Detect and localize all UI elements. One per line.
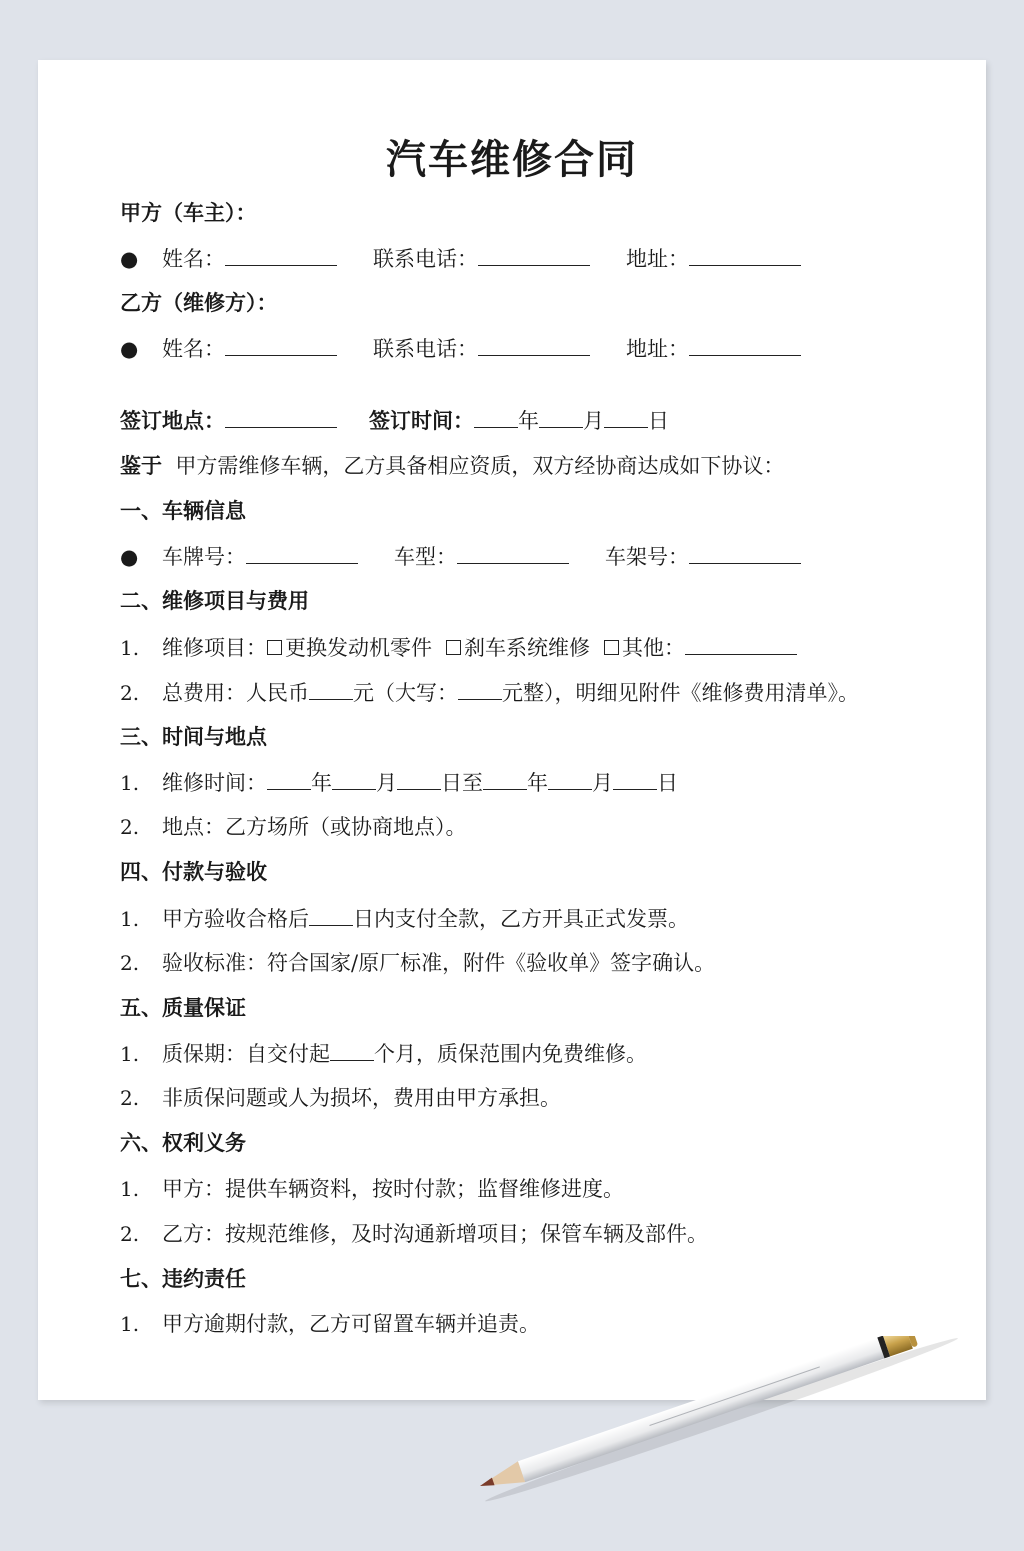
section-7-heading: 七、违约责任 — [120, 1267, 246, 1291]
signing-time-label: 签订时间： — [369, 409, 474, 433]
signing-year-label: 年 — [518, 409, 539, 433]
section-5-heading: 五、质量保证 — [120, 996, 246, 1020]
start-month-blank[interactable] — [332, 767, 376, 790]
party-b-name-label: 姓名： — [162, 337, 225, 361]
section-6-heading: 六、权利义务 — [120, 1131, 246, 1155]
year-label: 年 — [527, 771, 548, 795]
year-label: 年 — [311, 771, 332, 795]
end-year-blank[interactable] — [483, 767, 527, 790]
cost-amount-blank[interactable] — [309, 677, 353, 700]
payment-text-start: 甲方验收合格后 — [162, 907, 309, 931]
party-b-address-label: 地址： — [626, 337, 689, 361]
section-4-heading: 四、付款与验收 — [120, 860, 267, 884]
total-cost-row — [120, 677, 859, 708]
plate-blank[interactable] — [246, 541, 358, 564]
repair-items-row — [120, 632, 797, 663]
item-number: 1. — [120, 636, 140, 660]
payment-text-end: 日内支付全款，乙方开具正式发票。 — [353, 907, 689, 931]
party-a-duty-row — [120, 1174, 624, 1204]
document-title: 汽车维修合同 — [386, 137, 638, 183]
party-a-heading: 甲方（车主）： — [120, 201, 257, 225]
other-checkbox[interactable] — [604, 640, 619, 655]
vin-blank[interactable] — [689, 541, 801, 564]
cost-capital-blank[interactable] — [458, 677, 502, 700]
signing-day-label: 日 — [648, 409, 669, 433]
pencil-icon — [460, 1336, 960, 1506]
warranty-row — [120, 1038, 647, 1069]
repair-time-row — [120, 767, 678, 798]
day-to-label: 日至 — [441, 771, 483, 795]
other-label: 其他： — [622, 636, 685, 660]
breach-text: 甲方逾期付款，乙方可留置车辆并追责。 — [162, 1312, 540, 1336]
repair-items-label: 维修项目： — [162, 636, 267, 660]
party-b-phone-label: 联系电话： — [373, 337, 478, 361]
signing-day-blank[interactable] — [604, 405, 648, 428]
section-2-heading: 二、维修项目与费用 — [120, 589, 309, 613]
signing-year-blank[interactable] — [474, 405, 518, 428]
non-warranty-row — [120, 1083, 561, 1113]
non-warranty-text: 非质保问题或人为损坏，费用由甲方承担。 — [162, 1086, 561, 1110]
total-cost-label: 总费用：人民币 — [162, 681, 309, 705]
month-label: 月 — [376, 771, 397, 795]
acceptance-row — [120, 948, 715, 978]
party-b-phone-blank[interactable] — [478, 333, 590, 356]
engine-parts-checkbox[interactable] — [267, 640, 282, 655]
section-3-heading: 三、时间与地点 — [120, 725, 267, 749]
signing-month-blank[interactable] — [539, 405, 583, 428]
acceptance-text: 验收标准：符合国家/原厂标准，附件《验收单》签字确认。 — [162, 951, 716, 975]
party-b-heading: 乙方（维修方）： — [120, 291, 278, 315]
item-number: 2. — [120, 1086, 140, 1110]
party-a-duty-text: 甲方：提供车辆资料，按时付款；监督维修进度。 — [162, 1177, 624, 1201]
party-b-address-blank[interactable] — [689, 333, 801, 356]
item-number: 2. — [120, 951, 140, 975]
warranty-text-end: 个月，质保范围内免费维修。 — [374, 1042, 647, 1066]
end-day-blank[interactable] — [613, 767, 657, 790]
party-a-address-label: 地址： — [626, 247, 689, 271]
item-number: 1. — [120, 907, 140, 931]
preamble-bold: 鉴于 — [120, 454, 162, 478]
end-month-blank[interactable] — [548, 767, 592, 790]
engine-parts-label: 更换发动机零件 — [285, 636, 432, 660]
brake-system-checkbox[interactable] — [446, 640, 461, 655]
bullet-icon: ● — [120, 247, 139, 271]
party-a-address-blank[interactable] — [689, 243, 801, 266]
location-row — [120, 812, 467, 842]
signing-place-blank[interactable] — [225, 405, 337, 428]
warranty-text-start: 质保期：自交付起 — [162, 1042, 330, 1066]
party-a-name-blank[interactable] — [225, 243, 337, 266]
party-a-phone-label: 联系电话： — [373, 247, 478, 271]
signing-row — [120, 405, 669, 436]
item-number: 2. — [120, 815, 140, 839]
bullet-icon: ● — [120, 337, 139, 361]
day-label: 日 — [657, 771, 678, 795]
party-b-fields — [120, 333, 801, 364]
item-number: 1. — [120, 1177, 140, 1201]
item-number: 1. — [120, 1042, 140, 1066]
warranty-months-blank[interactable] — [330, 1038, 374, 1061]
bullet-icon: ● — [120, 545, 139, 569]
start-year-blank[interactable] — [267, 767, 311, 790]
party-a-name-label: 姓名： — [162, 247, 225, 271]
brake-system-label: 刹车系统维修 — [464, 636, 590, 660]
model-blank[interactable] — [457, 541, 569, 564]
party-a-fields — [120, 243, 801, 274]
party-b-duty-row — [120, 1219, 708, 1249]
item-number: 1. — [120, 1312, 140, 1336]
breach-row — [120, 1309, 540, 1339]
model-label: 车型： — [394, 545, 457, 569]
party-b-name-blank[interactable] — [225, 333, 337, 356]
item-number: 2. — [120, 1222, 140, 1246]
other-blank[interactable] — [685, 632, 797, 655]
section-1-heading: 一、车辆信息 — [120, 499, 246, 523]
vin-label: 车架号： — [605, 545, 689, 569]
preamble-text: 甲方需维修车辆，乙方具备相应资质，双方经协商达成如下协议： — [175, 454, 785, 478]
cost-tail-text: 元整），明细见附件《维修费用清单》。 — [502, 681, 859, 705]
signing-month-label: 月 — [583, 409, 604, 433]
party-a-phone-blank[interactable] — [478, 243, 590, 266]
location-text: 地点：乙方场所（或协商地点）。 — [162, 815, 467, 839]
payment-row — [120, 903, 689, 934]
preamble — [120, 451, 784, 481]
repair-time-label: 维修时间： — [162, 771, 267, 795]
item-number: 2. — [120, 681, 140, 705]
start-day-blank[interactable] — [397, 767, 441, 790]
payment-days-blank[interactable] — [309, 903, 353, 926]
month-label: 月 — [592, 771, 613, 795]
cost-capital-label: 元（大写： — [353, 681, 458, 705]
plate-label: 车牌号： — [162, 545, 246, 569]
item-number: 1. — [120, 771, 140, 795]
vehicle-fields — [120, 541, 801, 572]
signing-place-label: 签订地点： — [120, 409, 225, 433]
party-b-duty-text: 乙方：按规范维修，及时沟通新增项目；保管车辆及部件。 — [162, 1222, 708, 1246]
